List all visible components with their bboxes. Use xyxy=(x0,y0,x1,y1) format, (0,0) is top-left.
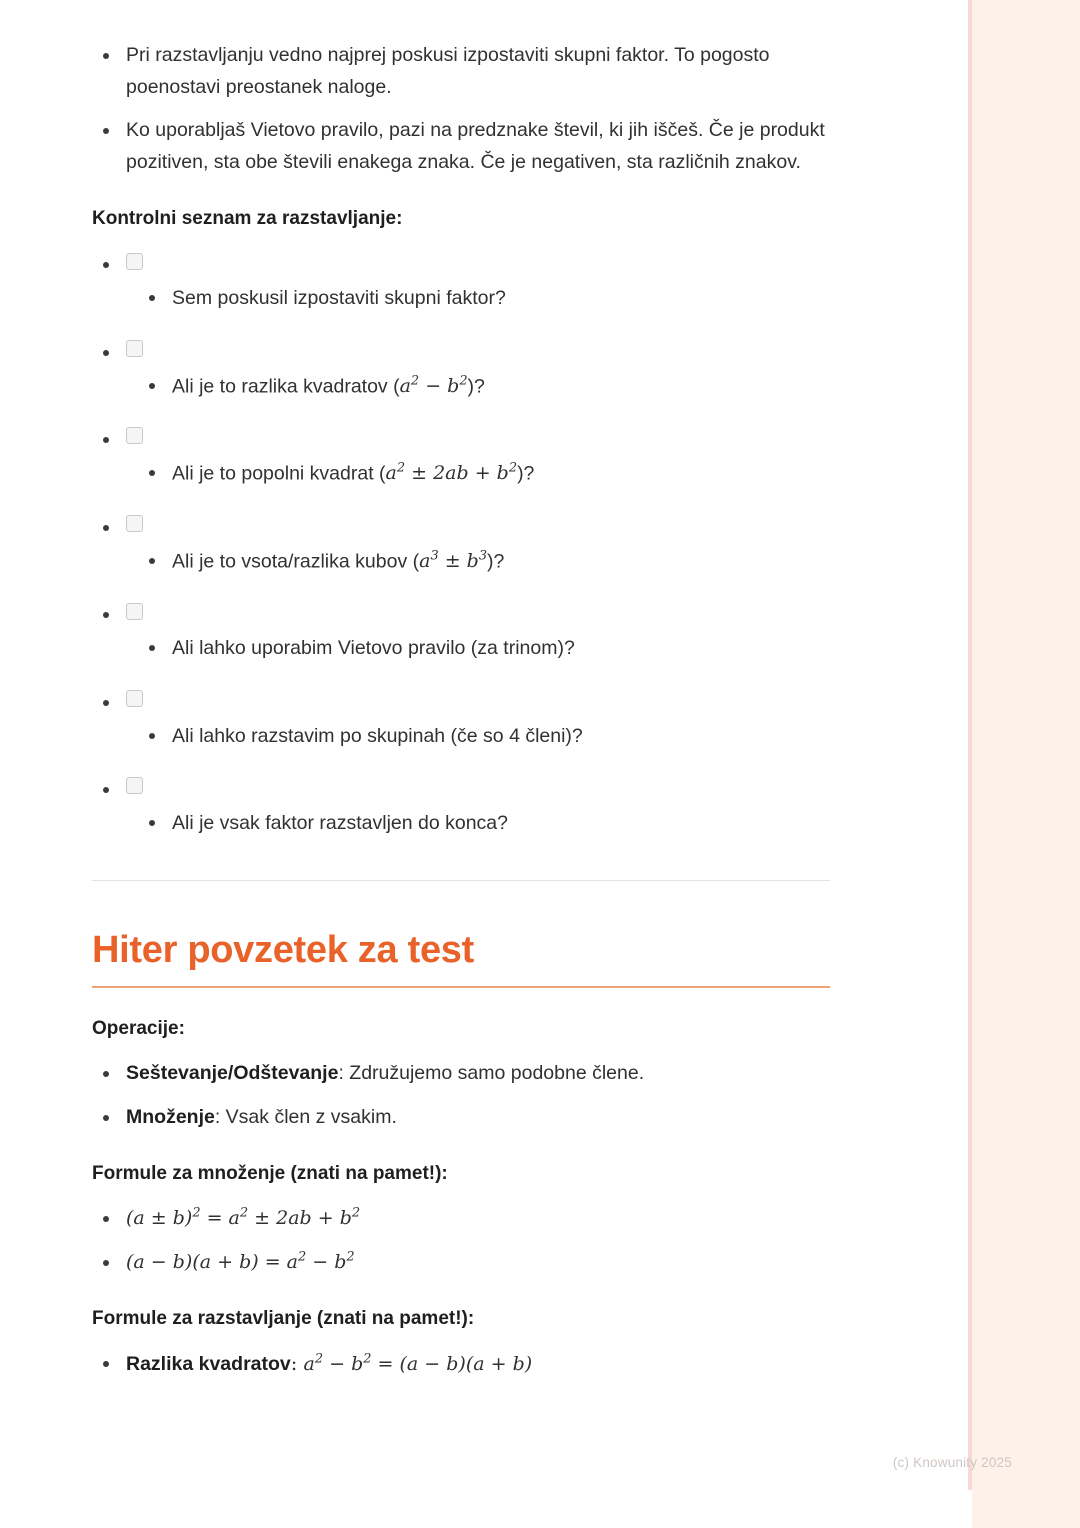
checklist-entry xyxy=(92,340,830,402)
list-item xyxy=(92,1058,830,1090)
checklist-item-label: Ali je vsak faktor razstavljen do konca? xyxy=(126,809,830,838)
operation-desc: : Vsak člen z vsakim. xyxy=(214,1105,397,1128)
multiplication-formulas-list xyxy=(92,1203,830,1278)
checkbox-icon[interactable] xyxy=(126,253,143,270)
checklist-entry xyxy=(92,777,830,838)
checkbox-icon[interactable] xyxy=(126,603,143,620)
checklist-entry xyxy=(92,427,830,489)
checklist-item-label: Ali je to razlika kvadratov $(a^2 - b^2)$? xyxy=(126,372,830,402)
operation-name: Seštevanje/Odštevanje xyxy=(126,1062,339,1085)
checklist-entry xyxy=(92,252,830,313)
page-title: Hiter povzetek za test xyxy=(92,929,474,972)
operations-list xyxy=(92,1058,830,1133)
watermark: (c) Knowunity 2025 xyxy=(892,1455,1012,1470)
checklist-item-label: Ali je to popolni kvadrat $(a^2 \pm 2ab + b^2)$? xyxy=(126,459,830,489)
formula-item: $(a - b)(a + b) = a^2 - b^2$ xyxy=(92,1247,830,1279)
list-item: Pri razstavljanju vedno najprej poskusi izpostaviti skupni faktor. To pogosto poenostavi preostanek naloge. xyxy=(92,40,830,103)
checkbox-icon[interactable] xyxy=(126,340,143,357)
multiplication-formulas-label: Formule za množenje (znati na pamet!): xyxy=(92,1163,448,1185)
formula-item: Razlika kvadratov: $a^2 - b^2 = (a - b)(a + b)$ xyxy=(92,1348,830,1381)
tips-list xyxy=(92,40,830,178)
formula-item: $(a \pm b)^2 = a^2 \pm 2ab + b^2$ xyxy=(92,1203,830,1235)
heading-underline xyxy=(92,986,830,988)
checklist-entry xyxy=(92,515,830,577)
factoring-formulas-label: Formule za razstavljanje (znati na pamet!): xyxy=(92,1308,475,1330)
checklist-item-label: Sem poskusil izpostaviti skupni faktor? xyxy=(126,284,830,313)
checklist-entry xyxy=(92,602,830,663)
checkbox-icon[interactable] xyxy=(126,777,143,794)
list-item: Ko uporabljaš Vietovo pravilo, pazi na predznake števil, ki jih iščeš. Če je produkt pozitiven, sta obe števili enakega znaka. Če je negativen, sta različnih znakov. xyxy=(92,115,830,178)
formula-name: Razlika kvadratov xyxy=(126,1353,291,1376)
checkbox-icon[interactable] xyxy=(126,690,143,707)
checkbox-icon[interactable] xyxy=(126,515,143,532)
operation-name: Množenje xyxy=(126,1105,215,1128)
checklist-item-label: Ali lahko uporabim Vietovo pravilo (za trinom)? xyxy=(126,634,830,663)
operations-label: Operacije: xyxy=(92,1018,185,1040)
checklist-item-label: Ali lahko razstavim po skupinah (če so 4 členi)? xyxy=(126,722,830,751)
checkbox-icon[interactable] xyxy=(126,427,143,444)
factoring-checklist xyxy=(92,252,830,838)
operation-desc: : Združujemo samo podobne člene. xyxy=(338,1062,645,1085)
checklist-entry xyxy=(92,690,830,751)
checklist-title: Kontrolni seznam za razstavljanje: xyxy=(92,208,403,230)
checklist-item-label: Ali je to vsota/razlika kubov $(a^3 \pm b^3)$? xyxy=(126,547,830,577)
section-divider xyxy=(92,880,830,881)
factoring-formulas-list xyxy=(92,1348,830,1381)
list-item xyxy=(92,1102,830,1134)
